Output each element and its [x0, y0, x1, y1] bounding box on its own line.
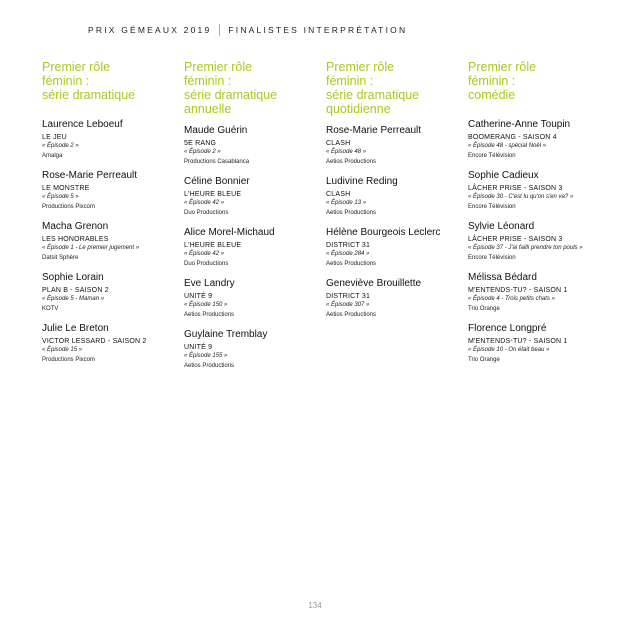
category-line: féminin : — [326, 74, 374, 88]
episode-title: « Épisode 10 - On était beau » — [468, 347, 550, 353]
nominee-name: Florence Longpré — [468, 323, 547, 334]
episode-title: « Épisode 48 » — [326, 149, 367, 155]
category-line: série dramatique — [184, 88, 278, 102]
show-title: LES HONORABLES — [42, 236, 109, 243]
nominee-entry — [184, 328, 324, 370]
episode-title: « Épisode 5 - Maman » — [42, 296, 105, 302]
producer: Duo Productions — [184, 210, 229, 216]
episode-title: « Épisode 2 » — [42, 143, 79, 149]
producer: Encore Télévision — [468, 153, 516, 159]
producer: KOTV — [42, 306, 59, 312]
nominee-name: Geneviève Brouillette — [326, 278, 422, 289]
producer: Aetios Productions — [326, 159, 377, 165]
category-column-serie-dramatique — [42, 60, 182, 373]
show-title: LÂCHER PRISE - SAISON 3 — [468, 185, 563, 192]
episode-title: « Épisode 15 » — [42, 347, 83, 353]
episode-title: « Épisode 37 - J'ai failli prendre ton pouls » — [468, 245, 583, 251]
nominee-name: Céline Bonnier — [184, 176, 250, 187]
episode-title: « Épisode 284 » — [326, 251, 370, 257]
nominee-name: Sophie Lorain — [42, 272, 104, 283]
show-title: L'HEURE BLEUE — [184, 191, 242, 198]
nominee-entry — [468, 169, 608, 211]
header-separator — [219, 24, 220, 36]
nominee-name: Eve Landry — [184, 278, 235, 289]
category-line: féminin : — [184, 74, 232, 88]
episode-title: « Épisode 307 » — [326, 302, 370, 308]
show-title: L'HEURE BLEUE — [184, 242, 242, 249]
producer: Aetios Productions — [326, 312, 377, 318]
show-title: DISTRICT 31 — [326, 242, 371, 249]
show-title: LÂCHER PRISE - SAISON 3 — [468, 236, 563, 243]
episode-title: « Épisode 48 - spécial Noël » — [468, 143, 547, 149]
nominee-entry — [184, 277, 324, 319]
producer: Amalga — [42, 153, 63, 159]
show-title: CLASH — [326, 191, 351, 198]
category-line: féminin : — [468, 74, 516, 88]
show-title: LE JEU — [42, 134, 67, 141]
producer: Encore Télévision — [468, 204, 516, 210]
category-column-serie-dramatique-annuelle — [184, 60, 324, 379]
nominee-entry — [326, 175, 466, 217]
episode-title: « Épisode 2 » — [184, 149, 221, 155]
producer: Productions Casablanca — [184, 159, 250, 165]
show-title: PLAN B - SAISON 2 — [42, 287, 109, 294]
page-number: 134 — [308, 601, 322, 610]
category-line: Premier rôle — [42, 60, 111, 74]
producer: Aetios Productions — [326, 210, 377, 216]
episode-title: « Épisode 42 » — [184, 200, 225, 206]
nominee-entry — [326, 124, 466, 166]
show-title: VICTOR LESSARD - SAISON 2 — [42, 338, 147, 345]
episode-title: « Épisode 150 » — [184, 302, 228, 308]
category-line: annuelle — [184, 102, 232, 116]
episode-title: « Épisode 13 » — [326, 200, 367, 206]
nominee-entry — [326, 277, 466, 319]
category-line: Premier rôle — [184, 60, 253, 74]
show-title: CLASH — [326, 140, 351, 147]
nominee-name: Mélissa Bédard — [468, 272, 537, 283]
nominee-name: Catherine-Anne Toupin — [468, 119, 571, 130]
episode-title: « Épisode 1 - Le premier jugement » — [42, 245, 140, 251]
show-title: 5E RANG — [184, 140, 217, 147]
show-title: LE MONSTRE — [42, 185, 90, 192]
nominee-entry — [326, 226, 466, 268]
episode-title: « Épisode 42 » — [184, 251, 225, 257]
category-line: quotidienne — [326, 102, 391, 116]
show-title: BOOMERANG - SAISON 4 — [468, 134, 557, 141]
nominee-name: Alice Morel-Michaud — [184, 227, 275, 238]
nominee-name: Macha Grenon — [42, 221, 109, 232]
nominee-entry — [468, 322, 608, 364]
nominee-name: Hélène Bourgeois Leclerc — [326, 227, 441, 238]
nominee-entry — [42, 322, 182, 364]
category-heading — [42, 60, 182, 102]
nominee-entry — [184, 175, 324, 217]
episode-title: « Épisode 155 » — [184, 353, 228, 359]
producer: Trio Orange — [468, 306, 500, 312]
category-column-comedie — [468, 60, 608, 373]
category-line: féminin : — [42, 74, 90, 88]
category-line: série dramatique — [42, 88, 136, 102]
nominee-name: Laurence Leboeuf — [42, 119, 123, 130]
nominee-name: Sophie Cadieux — [468, 170, 539, 181]
header-title: PRIX GÉMEAUX 2019 — [88, 25, 212, 35]
category-line: Premier rôle — [468, 60, 537, 74]
show-title: M'ENTENDS-TU? - SAISON 1 — [468, 338, 568, 345]
nominee-name: Rose-Marie Perreault — [42, 170, 138, 181]
producer: Aetios Productions — [326, 261, 377, 267]
producer: Datsit Sphère — [42, 255, 79, 261]
show-title: UNITÉ 9 — [184, 293, 213, 300]
show-title: DISTRICT 31 — [326, 293, 371, 300]
nominee-entry — [184, 226, 324, 268]
nominee-name: Rose-Marie Perreault — [326, 125, 422, 136]
category-heading — [326, 60, 466, 116]
category-line: série dramatique — [326, 88, 420, 102]
nominee-entry — [42, 271, 182, 313]
nominee-entry — [468, 118, 608, 160]
nominee-name: Ludivine Reding — [326, 176, 398, 187]
producer: Aetios Productions — [184, 363, 235, 369]
show-title: M'ENTENDS-TU? - SAISON 1 — [468, 287, 568, 294]
page-header — [88, 24, 407, 36]
producer: Encore Télévision — [468, 255, 516, 261]
nominee-entry — [468, 220, 608, 262]
category-heading — [468, 60, 608, 102]
nominee-name: Julie Le Breton — [42, 323, 109, 334]
nominee-entry — [468, 271, 608, 313]
episode-title: « Épisode 30 - C'est lu qu'on s'en va? » — [468, 194, 574, 200]
producer: Duo Productions — [184, 261, 229, 267]
producer: Productions Pixcom — [42, 204, 96, 210]
nominee-name: Maude Guérin — [184, 125, 248, 136]
nominee-name: Sylvie Léonard — [468, 221, 535, 232]
episode-title: « Épisode 5 » — [42, 194, 79, 200]
producer: Trio Orange — [468, 357, 500, 363]
category-line: comédie — [468, 88, 516, 102]
nominee-entry — [184, 124, 324, 166]
producer: Productions Pixcom — [42, 357, 96, 363]
episode-title: « Épisode 4 - Trois petits chats » — [468, 296, 555, 302]
category-column-serie-dramatique-quotidienne — [326, 60, 466, 328]
nominee-entry — [42, 220, 182, 262]
category-line: Premier rôle — [326, 60, 395, 74]
nominee-entry — [42, 169, 182, 211]
show-title: UNITÉ 9 — [184, 344, 213, 351]
nominee-name: Guylaine Tremblay — [184, 329, 268, 340]
producer: Aetios Productions — [184, 312, 235, 318]
category-heading — [184, 60, 324, 116]
nominee-entry — [42, 118, 182, 160]
header-subtitle: FINALISTES INTERPRÉTATION — [228, 25, 408, 35]
